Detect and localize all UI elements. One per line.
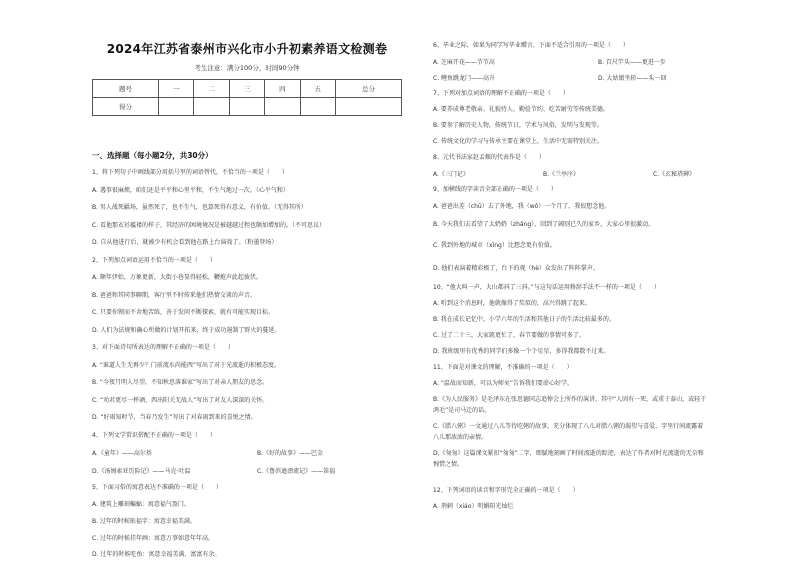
question-line: D. 过年的时候吃鱼：寓意幸福美满，富富有余。 <box>92 551 221 558</box>
question-line: 11、下面是对课文的理解，不准确的一项是（ ） <box>433 364 573 371</box>
score-cell-empty <box>229 98 264 116</box>
question-line: A. “谁道人生无再少？门前流水尚能西”写出了对于光流逝的积极态度。 <box>92 362 281 369</box>
question-line: C.《腊八粥》一文通过八儿等待吃粥的故事，充分体现了八儿对腊八粥的渴望与喜爱，字里行间流露着 <box>433 423 704 430</box>
option: A.《童年》——高尔基 <box>92 450 152 457</box>
question-line: 6、毕业之际，如果为同学写毕业赠言，下面不适合引用的一项是（ ） <box>433 42 629 49</box>
question-line: D. 我班级里有优秀的同学们多像一个个星星，多得我都数不过来。 <box>433 348 610 355</box>
question-line: C. 过了二十三，大家就更忙了，春节要做的事情可多了。 <box>433 332 586 339</box>
question-line: D. “好雨知时节，当春乃发生”写出了对春雨到来的喜悦之情。 <box>92 414 257 421</box>
question-line: B. 要参了解历史人物，传统节日，学术与风俗，发明与发现等。 <box>433 122 603 129</box>
exam-title: 2024年江苏省泰州市兴化市小升初素养语文检测卷 <box>106 42 388 56</box>
score-table-header-row <box>93 80 402 98</box>
question-line: C. 过年的时候挂年画：寓意万事如意年年高。 <box>92 535 215 542</box>
question-line: A. 荆刺（xiáo）明媚阳光灿烂 <box>433 503 514 510</box>
question-line: B. 过年的时候贴福字：寓意幸福美满。 <box>92 518 196 525</box>
score-cell-empty <box>194 98 229 116</box>
question-line: D. 他们表演着精彩极了，台下的观（hè）众发出了阵阵掌声。 <box>433 265 599 272</box>
question-line: C. 只要你锲而不舍地苦练，善于发问不断探索，就有可能实现目标。 <box>92 309 275 316</box>
score-cell-empty <box>265 98 300 116</box>
score-cell: 三 <box>229 80 264 98</box>
score-cell-empty <box>159 98 194 116</box>
question-line: 惋惜之情。 <box>433 461 464 468</box>
option: D. 大姑娘坐轿——头一回 <box>598 75 667 82</box>
option: B.《好的故事》——巴金 <box>257 450 324 457</box>
question-line: C. 传统文化的学习与传承主要在课堂上，生活中无需特别关注。 <box>433 138 604 145</box>
question-line: A. 颇年伊始，万象更新，大街小巷显得轻松，鞭炮声此起彼伏。 <box>92 274 262 281</box>
question-line: 9、加横线的字读音全部正确的一项是（ ） <box>433 186 557 193</box>
option: A. 芝麻开花——节节高 <box>433 59 495 66</box>
question-line: 3、对下面诗句所表达的理解不正确的一项是（ ） <box>92 344 234 351</box>
question-line: A. “温故而知新，可以为师矣”告诉我们要虚心好学。 <box>433 380 574 387</box>
question-line: C. 我到外地的城市（xīng）比想念更有价值。 <box>433 242 556 249</box>
question-line: 8、元代书法家赵孟頫的代表作是（ ） <box>433 154 545 161</box>
question-line: 4、下列文学常识搭配不正确的一项是（ ） <box>92 432 216 439</box>
question-line: 5、下面习俗的寓意表达不准确的一项是（ ） <box>92 484 222 491</box>
question-line: B. 爸爸和其同事聊期，客厅里不时传来他们热情交谈的声音。 <box>92 292 256 299</box>
option: B.《兰亭序》 <box>543 171 580 178</box>
score-cell: 题号 <box>93 80 159 98</box>
question-line: 八儿那浓浓的亲情。 <box>433 434 488 441</box>
question-line: D.《匆匆》这篇课文紧扣“匆匆”二字，细腻地刻画了时间流逝的踪迹，表达了作者对时光流逝的无奈和 <box>433 450 704 457</box>
option: C.《鲁滨逊漂流记》——笛福 <box>257 468 336 475</box>
exam-notice: 考生注意：满分100分，时间90分钟 <box>194 64 300 72</box>
question-line: C. “劝君更尽一杯酒，西出阳关无故人”写出了对友人深深的关怀。 <box>92 397 269 404</box>
score-cell: 四 <box>265 80 300 98</box>
question-line: D. 人们为法规和确心所做的计划开拓来，终于成功遏制了野火的蔓延。 <box>92 327 281 334</box>
question-line: A. 爸爸出差（chū）去了外地，我（wǒ）一个月了，我很想念他。 <box>433 203 611 210</box>
section-heading: 一、选择题（每小题2分，共30分） <box>92 151 213 160</box>
option: C. 鲤鱼跳龙门——高升 <box>433 75 496 82</box>
score-cell: 总分 <box>335 80 401 98</box>
question-line: B. 今天我们去看望了太奶奶（zhǎng），回到了阔别已久的家乡，大家心里很激动。 <box>433 221 655 228</box>
score-cell: 一 <box>159 80 194 98</box>
question-line: A. 建筑上雕刻蝙蝠：寓意福气盈门。 <box>92 501 190 508</box>
score-table-score-row <box>93 98 402 116</box>
question-line: B. “今夜月明人尽望，不知秋思落谁家”写出了对亲人朋友的思念。 <box>92 379 269 386</box>
score-cell: 五 <box>300 80 335 98</box>
option: D.《汤姆索亚历险记》——马克·吐温 <box>92 468 191 475</box>
question-line: C. 看他那衣衫褴褛的样子，其经济的困境境况是被越越过程也颇加增加的。（不可思议） <box>92 222 326 229</box>
question-line: B. 男人战死疆场，虽然死了，也不生气，也算死得有意义，有价值。（无得其所） <box>92 204 307 211</box>
question-line: A. 要养成尊老敬亲、礼貌待人、勤俭节约、吃苦耐劳等传统美德。 <box>433 106 609 113</box>
score-table <box>92 79 402 116</box>
option: C.《玄秘塔碑》 <box>653 171 696 178</box>
question-line: 鸿毛”是司马迁的话。 <box>433 407 491 414</box>
score-cell: 得分 <box>93 98 159 116</box>
question-line: 1、将下列句子中画线部分用括号里的词语替代，不恰当的一项是（ ） <box>92 169 288 176</box>
question-line: 10、“他大叫一声，大山都抖了三抖。”与这句话运用修辞手法不一样的一项是（ ） <box>433 284 660 291</box>
score-cell-empty <box>300 98 335 116</box>
option: A.《三门记》 <box>433 171 469 178</box>
question-line: A. 遇事很麻烦，咱们还是平平和心里平和，不生气地过一次。（心平气和） <box>92 187 289 194</box>
question-line: 12、下列词语的读音和字形完全正确的一项是（ ） <box>433 487 579 494</box>
question-line: 2、下列加点词语运用不恰当的一项是（ ） <box>92 257 216 264</box>
question-line: D. 自从他进行后，就被少有机会看到他在路上台演戏了。（粉墨登场） <box>92 239 278 246</box>
question-line: A. 听到这个消息时，他就像得了奖似的，高兴得跳了起来。 <box>433 300 591 307</box>
option: B. 百尺竿头——更进一步 <box>598 59 666 66</box>
score-cell: 二 <box>194 80 229 98</box>
question-line: 7、下列对加点词语的理解不正确的一项是（ ） <box>433 90 569 97</box>
question-line: B. 我在成长记忆中，小学六年的生活和其他日子的生活比较最多的。 <box>433 316 615 323</box>
score-cell-empty <box>335 98 401 116</box>
question-line: B.《为人民服务》是毛泽东在张思德同志追悼会上所作的演讲，其中“人固有一死，或重于泰山，或轻于 <box>433 396 707 403</box>
